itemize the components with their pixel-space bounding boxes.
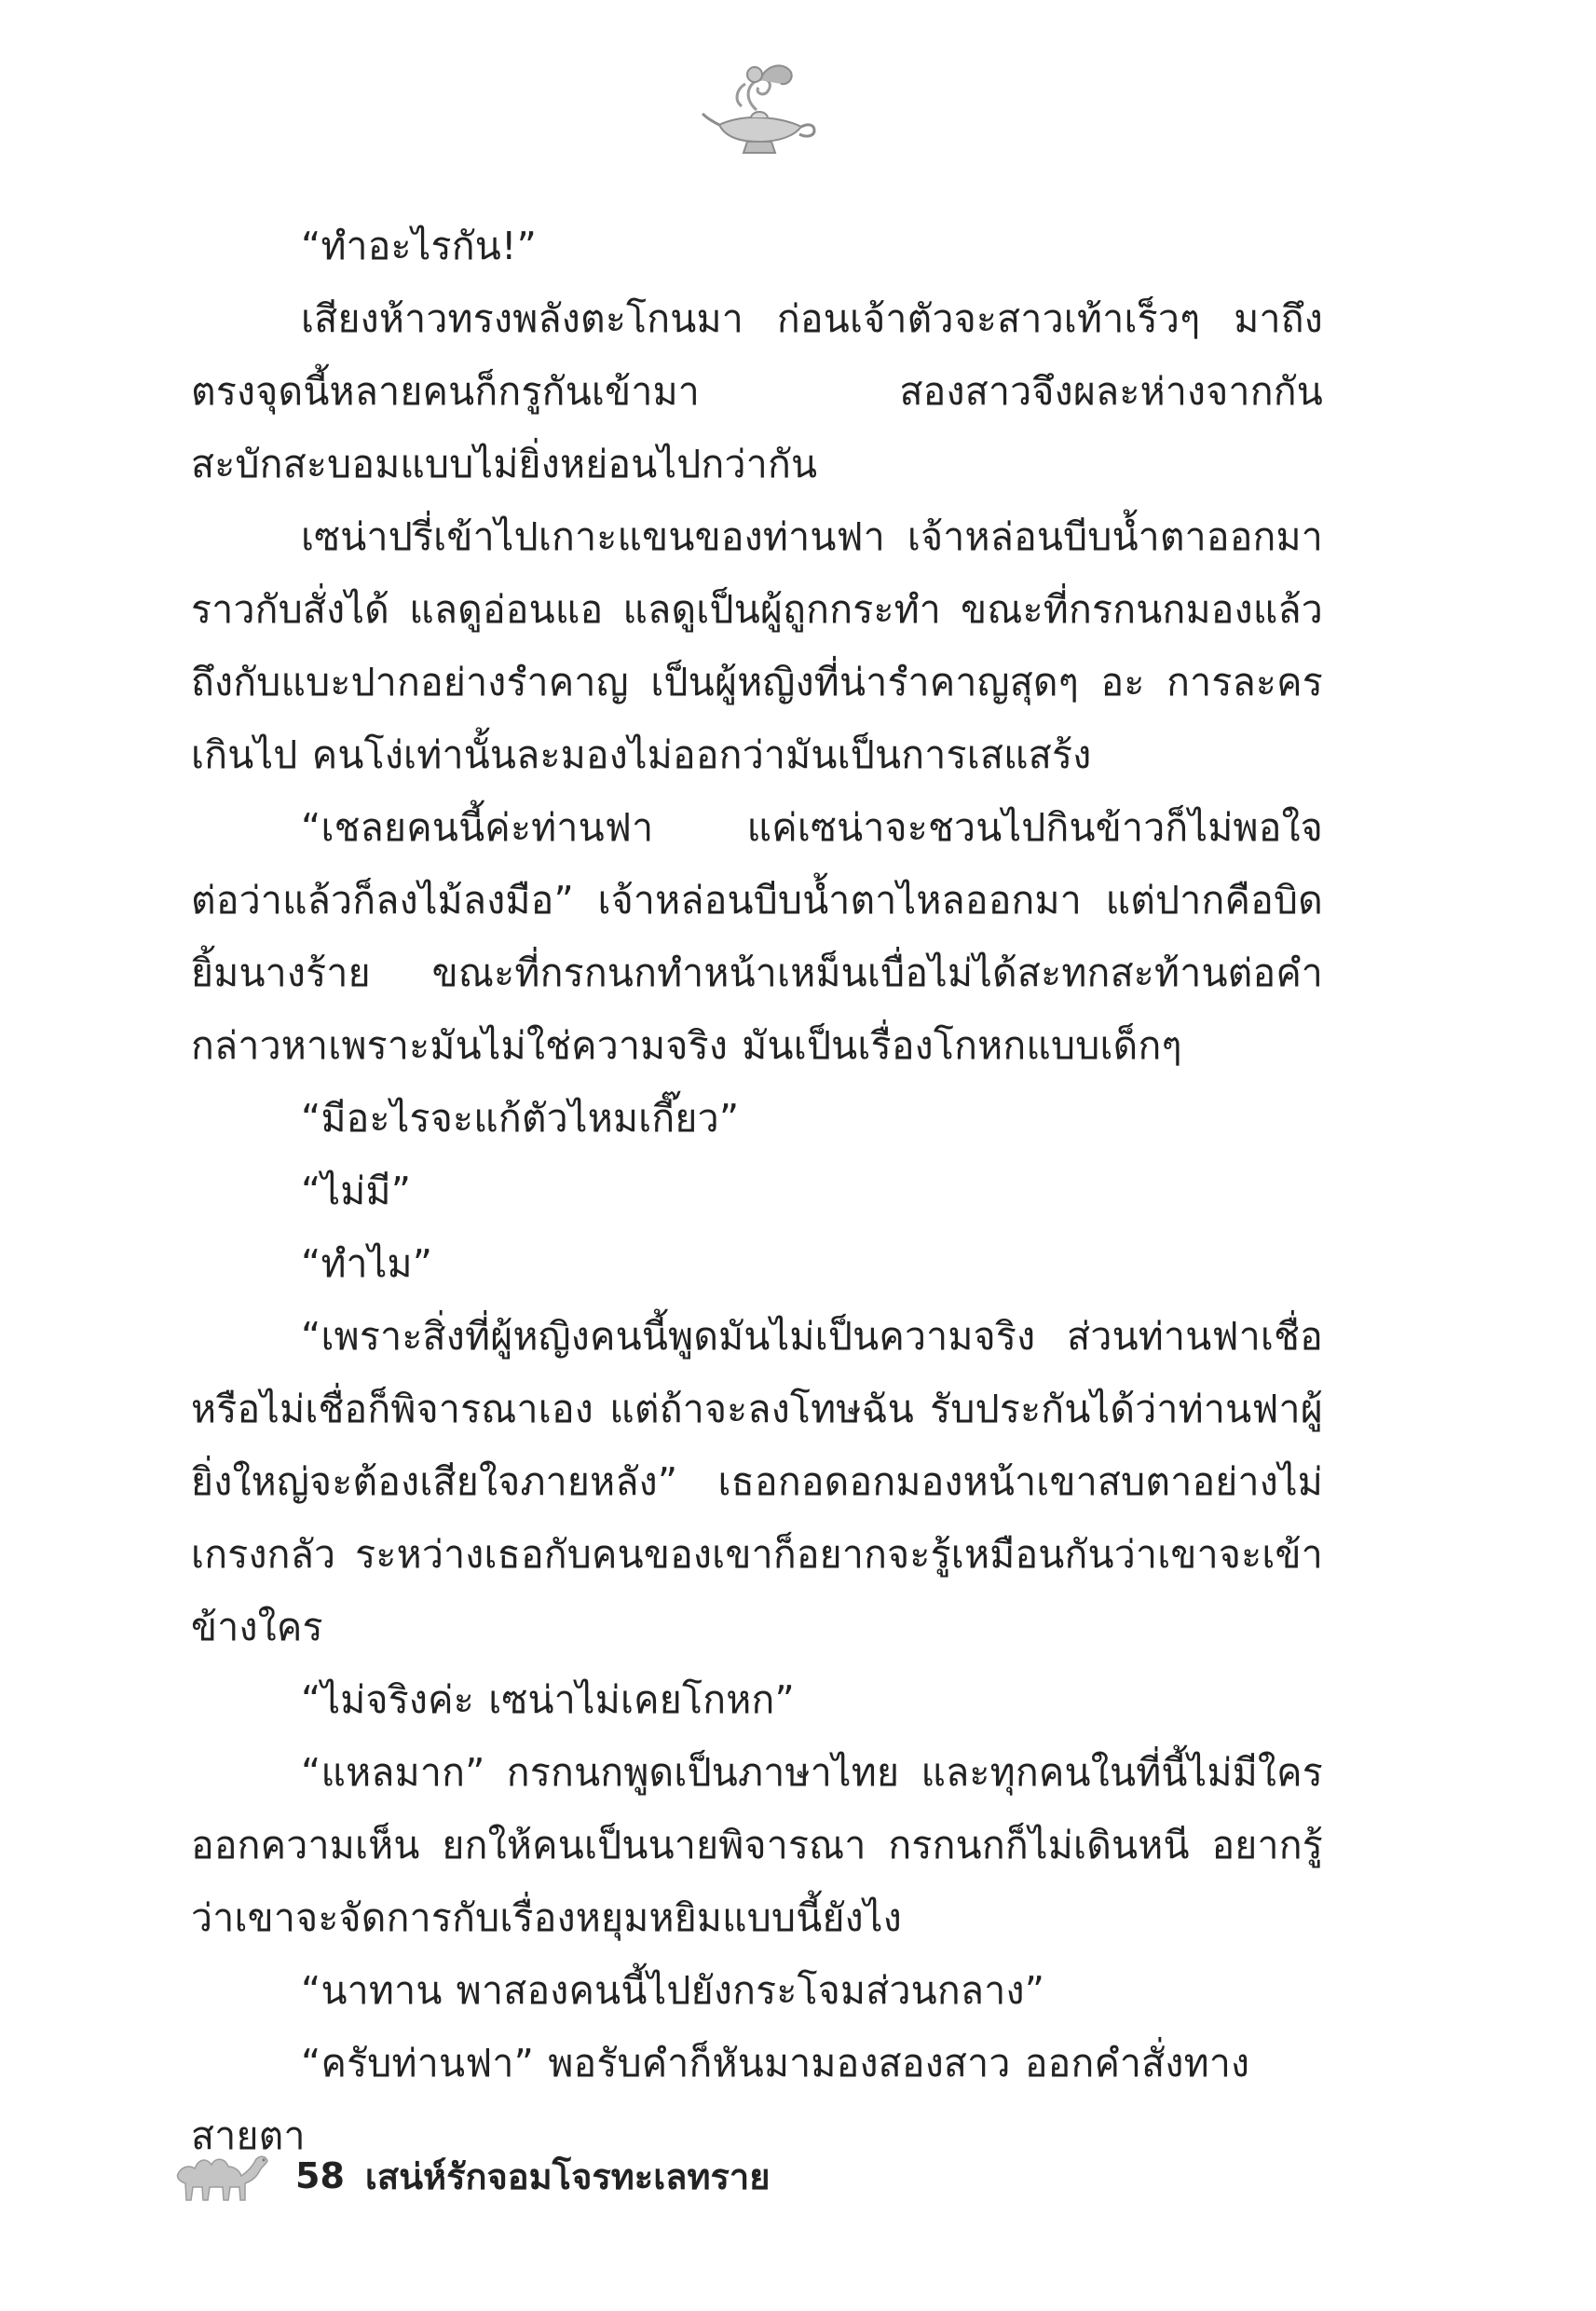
page-number: 58 [295,2155,345,2196]
paragraph: “เชลยคนนี้ค่ะท่านฟา แค่เซน่าจะชวนไปกินข้าวก็ไม่พอใจต่อว่าแล้วก็ลงไม้ลงมือ” เจ้าหล่อนบีบน้ำตาไหลออกมา แต่ปากคือบิดยิ้มนางร้าย ขณะที่กรกนกทำหน้าเหม็นเบื่อไม่ได้สะทกสะท้านต่อคำกล่าวหาเพราะมันไม่ใช่ความจริง มันเป็นเรื่องโกหกแบบเด็กๆ [191,805,1323,1068]
paragraph: “เพราะสิ่งที่ผู้หญิงคนนี้พูดมันไม่เป็นความจริง ส่วนท่านฟาเชื่อหรือไม่เชื่อก็พิจารณาเอง แต่ถ้าจะลงโทษฉัน รับประกันได้ว่าท่านฟาผู้ยิ่งใหญ่จะต้องเสียใจภายหลัง” เธอกอดอกมองหน้าเขาสบตาอย่างไม่เกรงกลัว ระหว่างเธอกับคนของเขาก็อยากจะรู้เหมือนกันว่าเขาจะเข้าข้างใคร [191,1314,1323,1649]
camel-icon [172,2146,275,2206]
body-text [191,210,1323,2172]
genie-lamp-icon [699,56,820,168]
paragraph: “ทำอะไรกัน!” [301,224,538,268]
paragraph: เซน่าปรี่เข้าไปเกาะแขนของท่านฟา เจ้าหล่อนบีบน้ำตาออกมาราวกับสั่งได้ แลดูอ่อนแอ แลดูเป็นผู้ถูกกระทำ ขณะที่กรกนกมองแล้วถึงกับแบะปากอย่างรำคาญ เป็นผู้หญิงที่น่ารำคาญสุดๆ อะ การละครเกินไป คนโง่เท่านั้นละมองไม่ออกว่ามันเป็นการเสแสร้ง [191,514,1323,777]
book-title: เสน่ห์รักจอมโจรทะเลทราย [364,2155,771,2197]
paragraph: “ครับท่านฟา” พอรับคำก็หันมามองสองสาว ออกคำสั่งทางสายตา [191,2041,1250,2158]
paragraph: “ทำไม” [301,1241,433,1286]
paragraph: “ไม่มี” [301,1169,412,1213]
paragraph: เสียงห้าวทรงพลังตะโกนมา ก่อนเจ้าตัวจะสาวเท้าเร็วๆ มาถึงตรงจุดนี้หลายคนก็กรูกันเข้ามา สองสาวจึงผละห่างจากกัน สะบักสะบอมแบบไม่ยิ่งหย่อนไปกว่ากัน [191,296,1323,486]
paragraph: “แหลมาก” กรกนกพูดเป็นภาษาไทย และทุกคนในที่นี้ไม่มีใครออกความเห็น ยกให้คนเป็นนายพิจารณา กรกนกก็ไม่เดินหนี อยากรู้ว่าเขาจะจัดการกับเรื่องหยุมหยิมแบบนี้ยังไง [191,1750,1323,1940]
paragraph: “มีอะไรจะแก้ตัวไหมเกี๊ยว” [301,1096,740,1141]
paragraph: “นาทาน พาสองคนนี้ไปยังกระโจมส่วนกลาง” [301,1968,1045,2013]
paragraph: “ไม่จริงค่ะ เซน่าไม่เคยโกหก” [301,1677,795,1722]
page-footer [172,2143,771,2208]
